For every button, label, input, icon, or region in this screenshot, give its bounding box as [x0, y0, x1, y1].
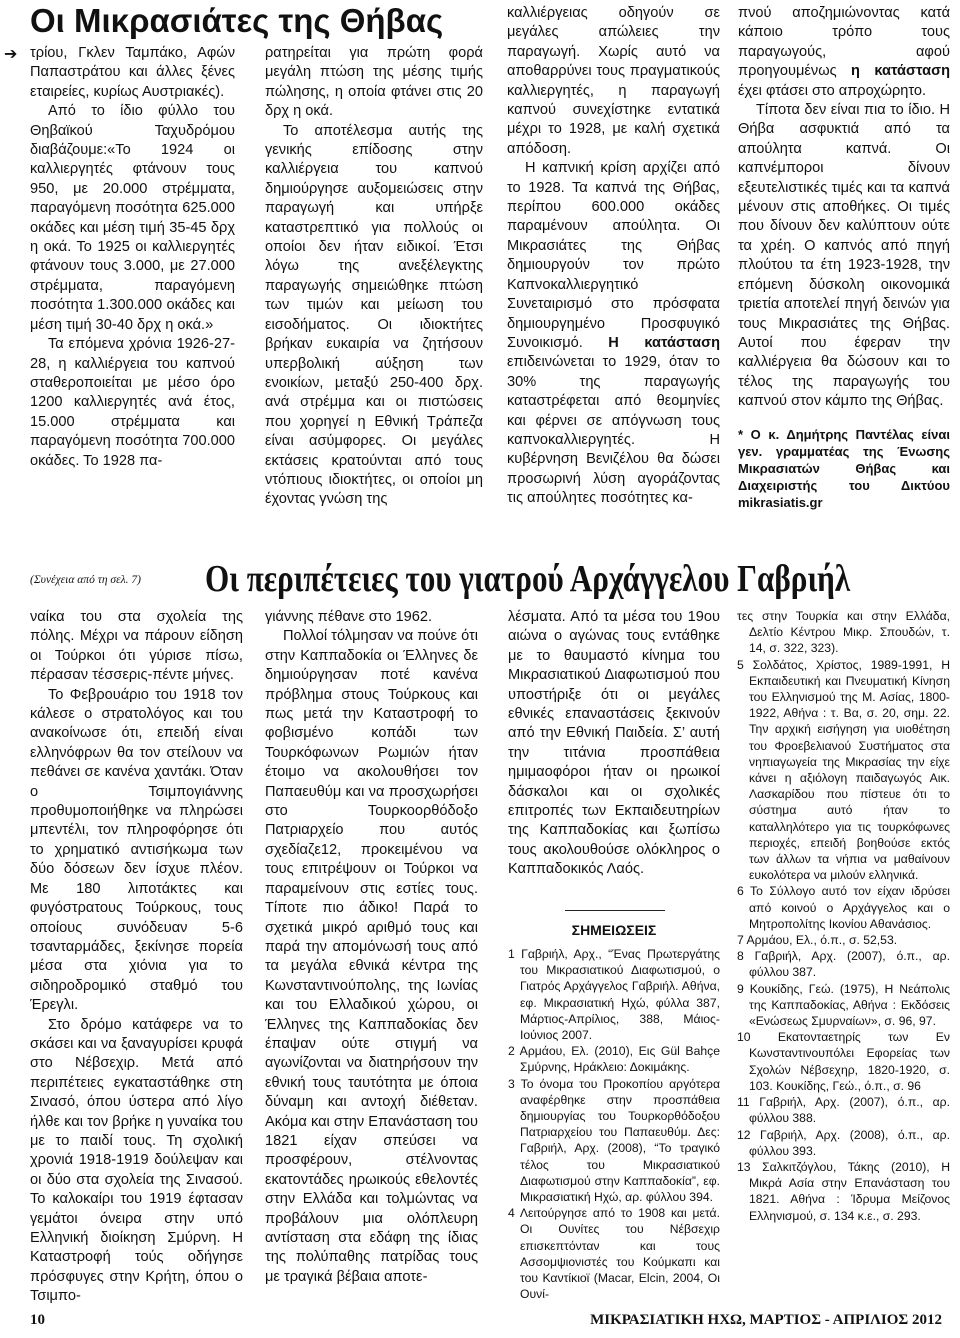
- article2-column-1: [30, 608, 243, 1307]
- paragraph: τρίου, Γκλεν Ταμπάκο, Αφών Παπαστράτου και άλλες ξένες εταιρείες, κυρίως Αυστριακές).: [30, 45, 235, 100]
- footnote: 3 Το όνομα του Προκοπίου αργότερα αναφέρθηκε στην προσπάθεια δημιουργίας του Τουρκορθόδοξου Πατριαρχείου του Παπαευθύμ. Δες: Γαβριήλ, Αρχ. (2008), “Το τραγικό τέλος του Μικρασιατικού Διαφωτισμού στην Καππαδοκία”, εφ. Μικρασιατική Ηχώ, αρ. φύλλου 394.: [508, 1076, 720, 1205]
- paragraph: Το Φεβρουάριο του 1918 τον κάλεσε ο στρατολόγος και του ανακοίνωσε ότι, επειδή είναι ελληνόφρων θα τον στείλουν να πεθάνει σε κανένα χαντάκι. Όταν ο Τσιμπογιάννης προθυμοποιήθηκε να πληρώσει μπεντέλι, τον πληροφόρησε ότι το χρηματικό αντισήκωμα των δύο δόσεων δεν ίσχυε πλέον. Με 180 λιποτάκτες και φυγόστρατους Τούρκους, τους οποίους συνόδευαν 5-6 τσανταρμάδες, ξεκίνησε πορεία μέσα στα χιόνια για το σιδηροδρομικό σταθμό του Έρεγλι.: [30, 686, 243, 1014]
- highlight-text: Η κατάσταση: [608, 334, 720, 351]
- footnote: 9 Κουκίδης, Γεώ. (1975), Η Νεάπολις της Καππαδοκίας, Αθήνα : Εκδόσεις «Ενώσεως Σμυρναίων», σ. 96, 97.: [737, 981, 950, 1029]
- highlight-text: η κατάσταση: [851, 63, 950, 80]
- footnote: 13 Σαλκιτζόγλου, Τάκης (2010), Η Μικρά Ασία στην Επανάσταση του 1821. Αθήνα : Ίδρυμα Μείζονος Ελληνισμού, σ. 134 κ.ε., σ. 293.: [737, 1159, 950, 1223]
- article-title-gavriil: Οι περιπέτειες του γιατρού Αρχάγγελου Γαβριήλ: [205, 558, 851, 600]
- page-number: 10: [30, 1312, 45, 1328]
- footnote: 10 Εκατονταετηρίς των Εν Κωνσταντινουπόλει Εφορείας των Σχολών Νέβσεχηρ, 1820-1920, σ. 103. Κουκίδης, Γεώ., ό.π., σ. 96: [737, 1030, 950, 1093]
- notes-divider: [565, 910, 665, 911]
- article1-column-3: [507, 4, 720, 509]
- article1-column-2: [265, 44, 483, 510]
- publication-footer: ΜΙΚΡΑΣΙΑΤΙΚΗ ΗΧΩ, ΜΑΡΤΙΟΣ - ΑΠΡΙΛΙΟΣ 2012: [590, 1312, 942, 1328]
- paragraph: [738, 4, 950, 101]
- paragraph: καλλιέργειας οδηγούν σε μεγάλες απώλειες την παραγωγή. Χωρίς αυτό να αποθαρρύνει τους πραγματικούς καλλιεργητές, η παραγωγή καπνού συνεχίστηκε εντατικά μέχρι το 1928, με καλή σχετικά απόδοση.: [507, 5, 720, 157]
- paragraph: Πολλοί τόλμησαν να πούνε ότι στην Καππαδοκία οι Έλληνες δε δημιούργησαν ποτέ κανένα πρόβλημα στους Τούρκους και πως μετά την Καταστροφή το φοβισμένο κοπάδι των Τουρκόφωνων Ρωμιών ήταν έτοιμο να ακολουθήσει τον Παπαευθύμ και να προσχωρήσει στο Τουρκοορθόδοξο Πατριαρχείο που αυτός σχεδίαζε12, προκειμένου να τους επιτρέψουν οι Τούρκοι να παραμείνουν στις εστίες τους. Τίποτε πιο άδικο! Παρά το σχετικά μικρό αριθμό τους και παρά την απομόνωσή τους από τα μεγάλα εθνικά κέντρα της Κωνσταντινούπολης, της Ιωνίας και του Ελλαδικού χώρου, οι Έλληνες της Καππαδοκίας δεν έπαψαν ούτε στιγμή να αγωνίζονται να διατηρήσουν την εθνική τους ταυτότητα με όποια δύναμη και αντοχή διέθεταν. Ακόμα και στην Επανάσταση του 1821 είχαν σπεύσει να προσφέρουν, στέλνοντας εκατοντάδες ηρωικούς εθελοντές στην Ελλάδα και τολμώντας να προβάλουν μια ολόπλευρη αντίσταση στα εδάφη της ίδιας της πολύπαθης πατρίδας τους με τραγικά βέβαια αποτε-: [265, 628, 478, 1285]
- paragraph-text: πνού αποζημιώνοντας κατά κάποιο τρόπο τους παραγωγούς, αφού προηγουμένως: [738, 5, 950, 80]
- paragraph: Τα επόμενα χρόνια 1926-27-28, η καλλιέργεια του καπνού σταθεροποιείται με μέσο όρο 1200 καλλιεργητές ανά έτος, 15.000 στρέμματα και παραγόμενη ποσότητα 700.000 οκάδες. Το 1928 πα-: [30, 336, 235, 469]
- paragraph-text: επιδεινώνεται το 1929, όταν το 30% της παραγωγής καταστρέφεται από θεομηνίες και φέρνει σε απόγνωση τους καπνοκαλλιεργητές. Η κυβέρνηση Βενιζέλου θα δώσει προσωρινή λύση αγοράζοντας τις απούλητες ποσότητες κα-: [507, 354, 720, 507]
- article-title-thebes: Οι Μικρασιάτες της Θήβας: [30, 2, 444, 39]
- paragraph-text: Η καπνική κρίση αρχίζει από το 1928. Τα καπνά της Θήβας, περίπου 600.000 οκάδες παραμένουν απούλητα. Οι Μικρασιάτες της Θήβας δημιουργούν τον πρώτο Καπνοκαλλιεργητικό Συνεταιρισμό στο πρόσφατα δημιουργημένο Προσφυγικό Συνοικισμό.: [507, 160, 720, 351]
- continuation-arrow-icon: ➔: [4, 46, 18, 63]
- paragraph: Το αποτέλεσμα αυτής της γενικής επίδοσης στην καλλιέργεια του καπνού δημιούργησε αυξομειώσεις στην παραγωγή και υπήρξε καταστρεπτικό για πολλούς οι οποίοι δεν ήταν ειδικοί. Έτσι λόγω της ανεξέλεγκτης παραγωγής σημειώθηκε πτώση των τιμών και μείωση του εισοδήματος. Οι ιδιοκτήτες βρήκαν ευκαιρία να ζητήσουν υπερβολική αύξηση των ενοικίων, μεταξύ 250-400 δρχ. ανά στρέμμα και οι πιστώσεις που χορηγεί η Εθνική Τράπεζα είναι ασύμφορες. Οι μεγάλες εκτάσεις κρατούνται από τους ντόπιους ιδιοκτήτες, οι οποίοι μη έχοντας γνώση της: [265, 122, 483, 508]
- footnote: 2 Αρμάου, Ελ. (2010), Εις Gül Bahçe Σμύρνης, Ηράκλειο: Δοκιμάκης.: [508, 1044, 720, 1075]
- paragraph: Από το ίδιο φύλλο του Θηβαϊκού Ταχυδρόμου διαβάζουμε:«Το 1924 οι καλλιεργητές φτάνουν τους 950, με 20.000 στρέμματα, παραγόμενη ποσότητα 625.000 οκάδες και μέση τιμή 35-45 δρχ η οκά. Το 1925 οι καλλιεργητές φτάνουν τους 3.000, με 27.000 στρέμματα, παραγόμενη ποσότητα 1.300.000 οκάδες και μέση τιμή 30-40 δρχ η οκά.»: [30, 103, 235, 333]
- footnote: 4 Λειτούργησε από το 1908 και μετά. Οι Ουνίτες του Νέβσεχιρ επισκεπτόνταν και τους Ασσομψιονιστές του Κούμκαπι και του Καντίκιοϊ (Macar, Elcin, 2004, Οι Ουνί-: [508, 1206, 720, 1302]
- article1-column-4: [738, 4, 950, 511]
- paragraph: Στο δρόμο κατάφερε να το σκάσει και να ξαναγυρίσει κρυφά στο Νέβσεχιρ. Μετά από περιπέτειες εγκαταστάθηκε στη Σινασό, όπου ύστερα από λίγο ήλθε και τον βρήκε η γυναίκα του με το παιδί τους. Τη σχολική χρονιά 1918-1919 δούλεψαν και οι δύο στα σχολεία της Σινασού. Το καλοκαίρι του 1919 έφτασαν γεμάτοι όνειρα στην υπό Ελληνική διοίκηση Σμύρνη. Η Καταστροφή τούς οδήγησε πρόσφυγες στην Κρήτη, όπου ο Τσιμπο-: [30, 1016, 243, 1305]
- article1-column-1: [30, 44, 235, 471]
- footnote: 1 Γαβριήλ, Αρχ., “Ένας Πρωτεργάτης του Μικρασιατικού Διαφωτισμού, ο Γιατρός Αρχάγγελος Γαβριήλ. Αθήνα, εφ. Μικρασιατική Ηχώ, φύλλα 387, Μάρτιος-Απρίλιος, 388, Μάιος-Ιούνιος 2007.: [508, 947, 720, 1043]
- paragraph: [507, 159, 720, 508]
- notes-column-1: [508, 946, 720, 1302]
- article2-column-3: [508, 608, 720, 880]
- author-bio: * Ο κ. Δημήτρης Παντέλας είναι γεν. γραμματέας της Ένωσης Μικρασιατών Θήβας και Διαχειριστής του Δικτύου mikrasiatis.gr: [738, 426, 950, 510]
- footnote: 8 Γαβριήλ, Αρχ. (2007), ό.π., αρ. φύλλου 387.: [737, 949, 950, 980]
- article2-column-2: [265, 608, 478, 1287]
- footnote: 11 Γαβριήλ, Αρχ. (2007), ό.π., αρ. φύλλου 388.: [737, 1095, 950, 1126]
- paragraph-text: έχει φτάσει στο απροχώρητο.: [738, 82, 927, 99]
- paragraph: Τίποτα δεν είναι πια το ίδιο. Η Θήβα ασφυκτιά από τα απούλητα καπνά. Οι καπνέμποροι δίνουν εξευτελιστικές τιμές και τα καπνά μένουν στις αποθήκες. Οι τιμές που δίνουν δεν καλύπτουν ούτε τα χρέη. Ο καπνός από πηγή πλούτου τα έτη 1923-1928, την επόμενη δύσκολη οικονομικά τριετία αποτελεί πηγή δεινών για τους Μικρασιάτες της Θήβας. Αυτοί που έφεραν την καλλιέργεια θα δώσουν και το τέλος της παραγωγής του καπνού στον κάμπο της Θήβας.: [738, 102, 950, 410]
- footnote: 6 Το Σύλλογο αυτό τον είχαν ιδρύσει από κοινού ο Αρχάγγελος και ο Μητροπολίτης Ικονίου Αθανάσιος.: [737, 884, 950, 931]
- paragraph: ναίκα του στα σχολεία της πόλης. Μέχρι να πάρουν είδηση οι Τούρκοι ότι γύρισε πίσω, πέρασαν τέσσερις-πέντε μήνες.: [30, 609, 243, 684]
- footnote: 7 Αρμάου, Ελ., ό.π., σ. 52,53.: [737, 933, 898, 948]
- continued-note: (Συνέχεια από τη σελ. 7): [30, 574, 141, 586]
- notes-header: ΣΗΜΕΙΩΣΕΙΣ: [571, 922, 657, 938]
- footnote: 12 Γαβριήλ, Αρχ. (2008), ό.π., αρ. φύλλου 393.: [737, 1127, 950, 1158]
- footnote: τες στην Τουρκία και στην Ελλάδα, Δελτίο Κέντρου Μικρ. Σπουδών, τ. 14, σ. 322, 323).: [737, 609, 950, 656]
- notes-column-2: [737, 608, 950, 1224]
- footnote: 5 Σολδάτος, Χρίστος, 1989-1991, Η Εκπαιδευτική και Πνευματική Κίνηση του Ελληνισμού της Μ. Ασίας, 1800-1922, Αθήνα : τ. Βα, σ. 20, σημ. 22. Την αρχική εισήγηση για υιοθέτηση του Φροεβελιανού Συστήματος στα νηπιαγωγεία της Μικρασίας την είχε κάνει η αξιόλογη παιδαγωγός Αικ. Λασκαρίδου που πίστευε ότι το σύστημα αυτό ήταν το καταλληλότερο για τις τουρκόφωνες περιοχές, επειδή βοηθούσε εκτός των άλλων τα νήπια να μαθαίνουν ευκολότερα να μιλούν ελληνικά.: [737, 657, 950, 883]
- paragraph: γιάννης πέθανε στο 1962.: [265, 609, 433, 625]
- paragraph: λέσματα. Από τα μέσα του 19ου αιώνα ο αγώνας τους εντάθηκε με το θαυμαστό κίνημα του Μικρασιατικού Διαφωτισμού που υποστήριξε ότι οι μεγάλες εθνικές επαναστάσεις ξεκινούν από την Εθνική Παιδεία. Σ’ αυτή την τιτάνια προσπάθεια ημιμαοφόροι ήταν οι ηρωικοί δάσκαλοι και οι σχολικές επιτροπές των Εκπαιδευτηρίων της Καππαδοκίας και ξωπίσω τους ακολουθούσε ολόκληρος ο Καππαδοκικός Λαός.: [508, 609, 720, 878]
- paragraph: ρατηρείται για πρώτη φορά μεγάλη πτώση της μέσης τιμής πώλησης, η οποία φτάνει στις 20 δρχ η οκά.: [265, 45, 483, 120]
